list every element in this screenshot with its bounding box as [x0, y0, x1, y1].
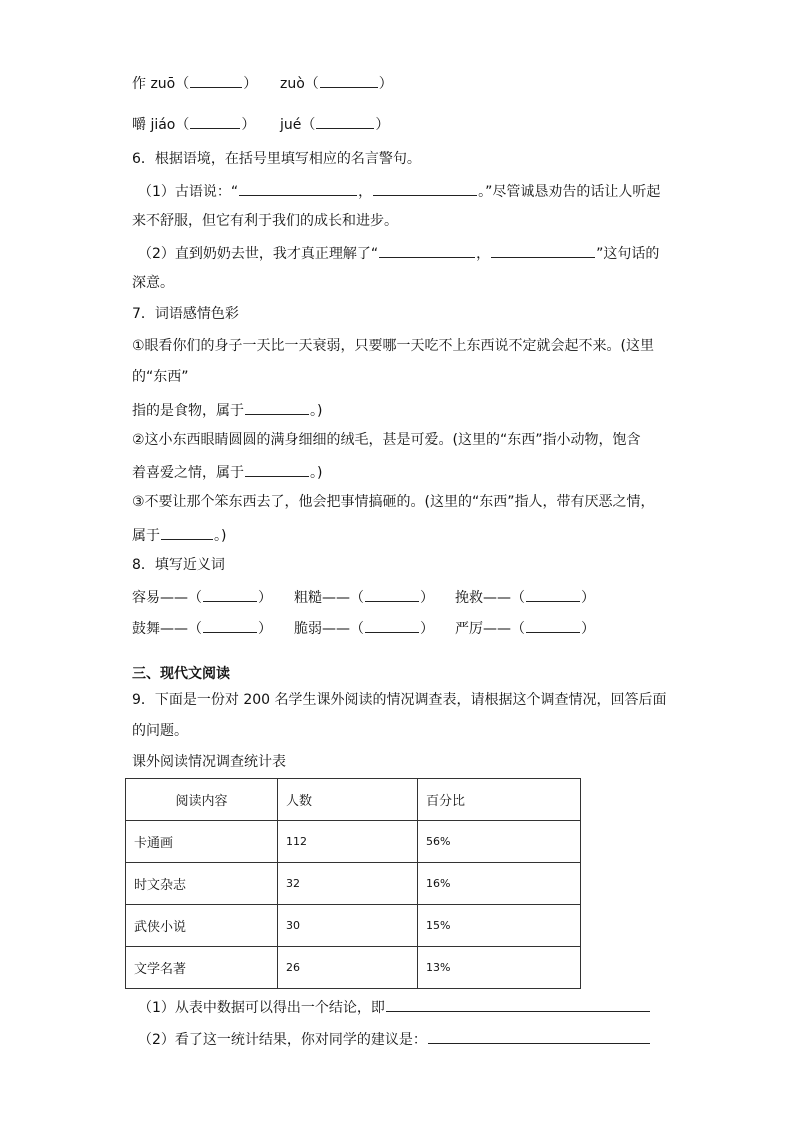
- table-row: [126, 863, 581, 905]
- q9-line2: 的问题。: [132, 723, 188, 739]
- pinyin-item-zuo4: zuò（ ）: [280, 72, 393, 94]
- answer-blank[interactable]: [203, 586, 257, 602]
- synonym-item: 容易——（ ）: [132, 586, 272, 608]
- table-title: 课外阅读情况调查统计表: [132, 754, 286, 770]
- table-cell: 32: [278, 863, 418, 905]
- synonym-item: 鼓舞——（ ）: [132, 617, 272, 639]
- synonym-item: 粗糙——（ ）: [294, 586, 434, 608]
- q9-sub1: （1）从表中数据可以得出一个结论，即: [138, 996, 651, 1018]
- q7-s1-line3: 指的是食物，属于 。): [132, 399, 322, 421]
- answer-blank[interactable]: [428, 1028, 650, 1044]
- char-zuo: 作: [132, 76, 146, 92]
- q7-title: 7．词语感情色彩: [132, 306, 239, 322]
- answer-blank[interactable]: [365, 586, 419, 602]
- answer-blank[interactable]: [379, 242, 475, 258]
- table-cell: 卡通画: [126, 821, 278, 863]
- q6-part2-line1: （2）直到奶奶去世，我才真正理解了“ ， ”这句话的: [138, 242, 659, 264]
- table-header-row: [126, 779, 581, 821]
- table-row: [126, 947, 581, 989]
- q9-sub2: （2）看了这一统计结果，你对同学的建议是：: [138, 1028, 651, 1050]
- answer-blank[interactable]: [320, 72, 378, 88]
- q7-s1-line2: 的“东西”: [132, 369, 189, 385]
- table-cell: 56%: [418, 821, 581, 863]
- q8-title: 8．填写近义词: [132, 557, 225, 573]
- char-jiao: 嚼: [132, 117, 146, 133]
- table-cell: 时文杂志: [126, 863, 278, 905]
- answer-blank[interactable]: [491, 242, 595, 258]
- answer-blank[interactable]: [365, 617, 419, 633]
- pinyin-jiao: jiáo: [150, 117, 176, 133]
- pinyin-zuo1: zuō: [150, 76, 176, 92]
- q6-part1-line2: 来不舒服，但它有利于我们的成长和进步。: [132, 213, 398, 229]
- header-cell: 阅读内容: [126, 779, 278, 821]
- answer-blank[interactable]: [316, 113, 374, 129]
- answer-blank[interactable]: [245, 399, 309, 415]
- table-cell: 112: [278, 821, 418, 863]
- synonym-item: 挽救——（ ）: [455, 586, 595, 608]
- table-cell: 13%: [418, 947, 581, 989]
- pinyin-item-jue: jué（ ）: [280, 113, 389, 135]
- table-cell: 武侠小说: [126, 905, 278, 947]
- synonym-item: 脆弱——（ ）: [294, 617, 434, 639]
- q7-s2-line1: ②这小东西眼睛圆圆的满身细细的绒毛，甚是可爱。(这里的“东西”指小动物，饱含: [132, 432, 641, 448]
- header-cell: 百分比: [418, 779, 581, 821]
- pinyin-line-1: 作 zuō（ ）: [132, 72, 257, 94]
- answer-blank[interactable]: [526, 617, 580, 633]
- table-row: [126, 821, 581, 863]
- header-cell: 人数: [278, 779, 418, 821]
- q6-part1-line1: （1）古语说：“ ， 。”尽管诚恳劝告的话让人听起: [138, 180, 660, 202]
- answer-blank[interactable]: [386, 996, 650, 1012]
- q7-s2-line2: 着喜爱之情，属于 。): [132, 461, 322, 483]
- pinyin-jue: jué: [280, 117, 302, 133]
- answer-blank[interactable]: [161, 524, 213, 540]
- answer-blank[interactable]: [245, 461, 309, 477]
- q6-part2-line2: 深意。: [132, 275, 174, 291]
- table-row: [126, 905, 581, 947]
- q7-s1-line1: ①眼看你们的身子一天比一天衰弱，只要哪一天吃不上东西说不定就会起不来。(这里: [132, 338, 655, 354]
- q7-s3-line2: 属于 。): [132, 524, 226, 546]
- answer-blank[interactable]: [239, 180, 357, 196]
- answer-blank[interactable]: [526, 586, 580, 602]
- answer-blank[interactable]: [203, 617, 257, 633]
- answer-blank[interactable]: [373, 180, 477, 196]
- table-cell: 16%: [418, 863, 581, 905]
- answer-blank[interactable]: [190, 113, 240, 129]
- section-title: 三、现代文阅读: [132, 666, 230, 682]
- table-cell: 30: [278, 905, 418, 947]
- pinyin-line-2: 嚼 jiáo（ ）: [132, 113, 255, 135]
- pinyin-zuo4: zuò: [280, 76, 305, 92]
- q7-s3-line1: ③不要让那个笨东西去了，他会把事情搞砸的。(这里的“东西”指人，带有厌恶之情，: [132, 494, 655, 510]
- answer-blank[interactable]: [190, 72, 242, 88]
- table-cell: 15%: [418, 905, 581, 947]
- q9-line1: 9．下面是一份对 200 名学生课外阅读的情况调查表，请根据这个调查情况，回答后面: [132, 692, 667, 708]
- q6-title: 6．根据语境，在括号里填写相应的名言警句。: [132, 151, 421, 167]
- synonym-item: 严厉——（ ）: [455, 617, 595, 639]
- table-cell: 26: [278, 947, 418, 989]
- survey-table: [125, 778, 581, 989]
- table-cell: 文学名著: [126, 947, 278, 989]
